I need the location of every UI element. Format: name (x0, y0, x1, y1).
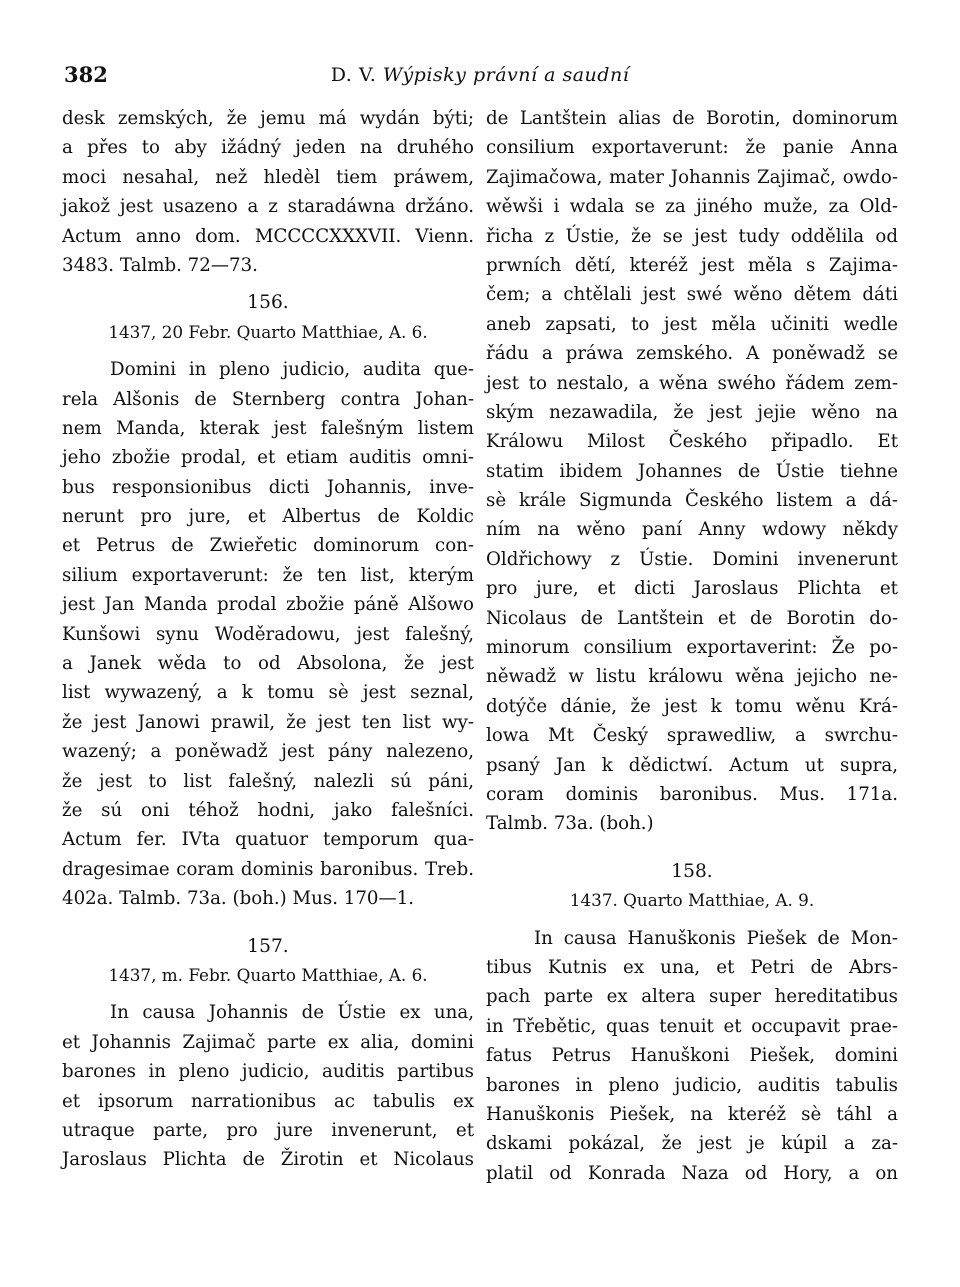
text-line: wazený; a poněwadž jest pány nalezeno, (62, 741, 474, 763)
text-line: Hanuškonis Piešek, na kteréž sè táhl a (486, 1103, 898, 1125)
text-line: coram dominis baronibus. Mus. 171a. (486, 783, 898, 805)
text-line: něwadž w listu králowu wěna jejicho ne- (486, 666, 898, 688)
text-line: platil od Konrada Naza od Hory, a on (486, 1162, 898, 1184)
text-line: et Johannis Zajimač parte ex alia, domini (62, 1031, 474, 1053)
text-line: jest Jan Manda prodal zbožie páně Alšowo (62, 594, 474, 616)
text-line: dotýče dánie, že jest k tomu wěnu Krá- (486, 695, 898, 717)
text-line: wěwši i wdala se za jiného muže, za Old- (486, 196, 898, 218)
text-line: a přes to aby ižádný jeden na druhého (62, 137, 474, 159)
text-line: Oldřichowy z Ústie. Domini invenerunt (486, 548, 898, 570)
text-line: dragesimae coram dominis baronibus. Treb. (62, 858, 474, 880)
section-158-body (486, 924, 898, 1189)
text-line: pach parte ex altera super hereditatibus (486, 986, 898, 1008)
text-line: ním na wěno paní Anny wdowy někdy (486, 519, 898, 541)
left-column (62, 104, 474, 1175)
text-line: řicha z Ústie, že se jest tudy oddělila od (486, 225, 898, 247)
section-number-156: 156. (247, 292, 289, 314)
text-line: Zajimačowa, mater Johannis Zajimač, owdo- (486, 166, 898, 188)
text-line: lowa Mt Český sprawedliw, a swrchu- (486, 725, 898, 747)
right-column (486, 104, 898, 1188)
text-line: desk zemských, že jemu má wydán býti; (62, 108, 474, 129)
section-number-158: 158. (671, 860, 713, 882)
text-line: že sú oni téhož hodni, jako falešníci. (62, 799, 474, 821)
text-line: In causa Hanuškonis Piešek de Mon- (534, 927, 898, 949)
text-line: bus responsionibus dicti Johannis, inve- (62, 476, 474, 498)
text-line: statim ibidem Johannes de Ústie tiehne (486, 460, 898, 482)
text-line: dskami pokázal, že jest je kúpil a za- (486, 1133, 898, 1155)
text-line: barones in pleno judicio, auditis tabulis (486, 1074, 898, 1096)
section-dateline-157: 1437, m. Febr. Quarto Matthiae, A. 6. (108, 964, 428, 985)
text-line: 402a. Talmb. 73a. (boh.) Mus. 170—1. (62, 888, 415, 910)
text-line: sè krále Sigmunda Českého listem a dá- (486, 490, 898, 512)
section-number-157: 157. (247, 935, 289, 957)
text-line: nerunt pro jure, et Albertus de Koldic (62, 506, 474, 528)
running-title (0, 64, 960, 86)
text-line: psaný Jan k dědictwí. Actum ut supra, (486, 754, 898, 776)
text-line: de Lantštein alias de Borotin, dominorum (486, 108, 898, 129)
running-header (0, 62, 960, 90)
text-line: consilium exportaverunt: že panie Anna (486, 137, 898, 159)
running-title-prefix: D. V. (330, 64, 383, 86)
text-line: Nicolaus de Lantštein et de Borotin do- (486, 607, 898, 629)
text-line: ským nezawadila, že jest jejie wěno na (486, 401, 898, 423)
text-line: 3483. Talmb. 72—73. (62, 254, 258, 276)
text-line: a Janek wěda to od Absolona, že jest (62, 653, 474, 675)
text-line: minorum consilium exportaverint: Že po- (486, 637, 898, 659)
text-line: aneb zapsati, to jest měla učiniti wedle (486, 313, 898, 335)
text-line: fatus Petrus Hanuškoni Piešek, domini (486, 1045, 898, 1067)
section-157-body (62, 998, 474, 1174)
text-line: Jaroslaus Plichta de Žirotin et Nicolaus (62, 1149, 474, 1171)
text-line: utraque parte, pro jure invenerunt, et (62, 1119, 474, 1141)
text-line: prwních dětí, kteréž jest měla s Zajima- (486, 254, 898, 276)
text-line: silium exportaverunt: že ten list, kterým (62, 564, 474, 586)
text-line: et ipsorum narrationibus ac tabulis ex (62, 1090, 474, 1112)
text-line: že jest to list falešný, nalezli sú páni, (62, 770, 474, 792)
text-line: Kunšowi synu Woděradowu, jest falešný, (62, 623, 474, 645)
section-dateline-158: 1437. Quarto Matthiae, A. 9. (569, 890, 815, 911)
text-line: Actum anno dom. MCCCCXXXVII. Vienn. (62, 225, 474, 247)
text-line: jeho zbožie prodal, et etiam auditis omni- (62, 447, 474, 469)
text-line: řádu a práwa zemského. A poněwadž se (486, 343, 898, 365)
text-line: jakož jest usazeno a z staradáwna držáno. (62, 196, 474, 218)
text-line: Actum fer. IVta quatuor temporum qua- (62, 829, 474, 851)
text-line: in Třebětic, quas tenuit et occupavit prae- (486, 1015, 898, 1037)
text-line: čem; a chtělali jest swé wěno dětem dáti (486, 284, 898, 306)
text-line: nem Manda, kterak jest falešným listem (62, 417, 474, 439)
running-title-italic: Wýpisky právní a saudní (382, 64, 630, 86)
text-line: tibus Kutnis ex una, et Petri de Abrs- (486, 956, 898, 978)
text-line: In causa Johannis de Ústie ex una, (110, 1002, 474, 1024)
page-number: 382 (64, 62, 108, 87)
text-line: list wywazený, a k tomu sè jest seznal, (62, 682, 474, 704)
text-line: pro jure, et dicti Jaroslaus Plichta et (486, 578, 898, 600)
text-line: barones in pleno judicio, auditis partibus (62, 1061, 474, 1083)
text-line: Králowu Milost Českého připadlo. Et (486, 431, 898, 453)
text-line: Domini in pleno judicio, audita que- (110, 359, 474, 381)
text-line: že jest Janowi prawil, že jest ten list wy- (62, 711, 474, 733)
text-line: moci nesahal, než hledèl tiem práwem, (62, 166, 474, 188)
section-156-body (62, 355, 474, 913)
continued-paragraph (62, 104, 474, 280)
section-157-continued (486, 104, 898, 839)
text-line: rela Alšonis de Sternberg contra Johan- (62, 388, 474, 410)
section-dateline-156: 1437, 20 Febr. Quarto Matthiae, A. 6. (108, 321, 428, 342)
text-line: jest to nestalo, a wěna swého řádem zem- (486, 372, 898, 394)
text-line: et Petrus de Zwieřetic dominorum con- (62, 535, 474, 557)
text-line: Talmb. 73a. (boh.) (486, 813, 654, 835)
